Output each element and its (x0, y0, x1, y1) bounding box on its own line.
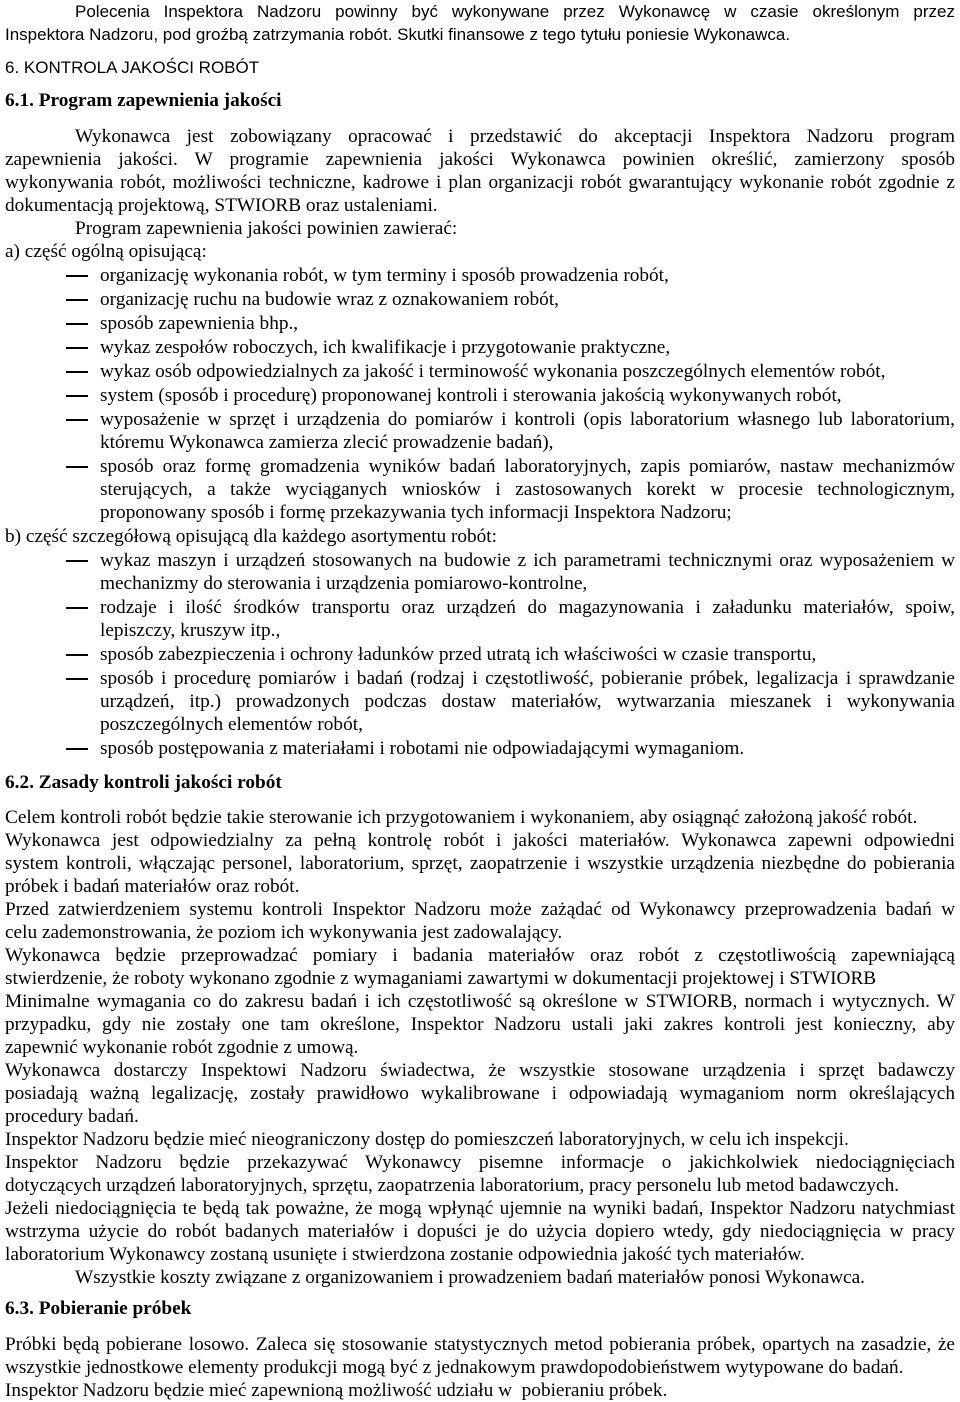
text-line: dotyczących urządzeń laboratoryjnych, sprzętu, zaopatrzenia laboratorium, pracy personelu lub metod badawczych. (5, 1175, 900, 1196)
text-line: Przed zatwierdzeniem systemu kontroli Inspektor Nadzoru może zażądać od Wykonawcy przeprowadzenia badań w (5, 899, 955, 920)
text-line: Wykonawca będzie przeprowadzać pomiary i badania materiałów oraz robót z częstotliwością zapewniającą (5, 945, 955, 966)
text-line: sposób zabezpieczenia i ochrony ładunków przed utratą ich właściwości w czasie transportu, (100, 644, 817, 665)
list-item (5, 360, 955, 383)
text-line: Wszystkie koszty związane z organizowaniem i prowadzeniem badań materiałów ponosi Wykonawca. (75, 1267, 865, 1288)
text-line: stwierdzenie, że roboty wykonano zgodnie z wymaganiami zawartymi w dokumentacji projektowej i STWIORB (5, 968, 877, 989)
text-line: próbek i badań materiałów oraz robót. (5, 876, 300, 897)
paragraph (5, 806, 955, 829)
text-line: zapewnienia jakości. W programie zapewnienia jakości Wykonawca powinien określić, zamierzony sposób (5, 149, 955, 170)
paragraph (5, 1197, 955, 1266)
paragraph (5, 1333, 955, 1379)
dash-bullet (66, 347, 88, 349)
intro-paragraph (5, 0, 955, 46)
text-line: urządzeń, itp.) prowadzonych podczas dostaw materiałów, wytwarzania mieszanek i wykonywania (100, 691, 955, 712)
dash-bullet (66, 748, 88, 750)
text-line: sposób oraz formę gromadzenia wyników badań laboratoryjnych, zapis pomiarów, nastaw mechanizmów (100, 456, 955, 477)
text-line: celu zademonstrowania, że poziom ich wykonywania jest zadowalający. (5, 922, 563, 943)
text-line: sposób i procedurę pomiarów i badań (rodzaj i częstotliwość, pobieranie próbek, legalizacja i sprawdzanie (100, 668, 955, 689)
text-line: wykaz osób odpowiedzialnych za jakość i terminowość wykonania poszczególnych elementów robót, (100, 361, 886, 382)
paragraph: Program zapewnienia jakości powinien zawierać: (75, 218, 458, 239)
text-line: mechanizmy do sterowania i urządzenia pomiarowo-kontrolne, (100, 573, 588, 594)
text-line: rodzaje i ilość środków transportu oraz urządzeń do magazynowania i załadunku materiałów, spoiw, (100, 597, 955, 618)
text-line: Jeżeli niedociągnięcia te będą tak poważne, że mogą wpłynąć ujemnie na wyniki badań, Inspektor Nadzoru natychmiast (5, 1198, 955, 1219)
text-line: wstrzyma użycie do robót badanych materiałów i dopuści je do użycia dopiero wtedy, gdy niedociągnięcia w pracy (5, 1221, 955, 1242)
text-line: Celem kontroli robót będzie takie sterowanie ich przygotowaniem i wykonaniem, aby osiągnąć założoną jakość robót. (5, 807, 918, 828)
list-item (5, 643, 955, 666)
text-line: Inspektor Nadzoru będzie mieć zapewnioną możliwość udziału w pobieraniu próbek. (5, 1380, 668, 1401)
paragraph (5, 1266, 955, 1289)
text-line: Wykonawca dostarczy Inspektowi Nadzoru świadectwa, że wszystkie stosowane urządzenia i sprzęt badawczy (5, 1060, 955, 1081)
text-line: lepiszczy, kruszyw itp., (100, 620, 281, 641)
text-line: wyposażenie w sprzęt i urządzenia do pomiarów i kontroli (opis laboratorium własnego lub laboratorium, (100, 409, 955, 430)
text-line: Wykonawca jest odpowiedzialny za pełną kontrolę robót i jakości materiałów. Wykonawca zapewni odpowiedni (5, 830, 955, 851)
list-item (5, 384, 955, 407)
dash-bullet (66, 419, 88, 421)
text-line: poszczególnych elementów robót, (100, 714, 363, 735)
text-line: system (sposób i procedurę) proponowanej kontroli i sterowania jakością wykonywanych robót, (100, 385, 842, 406)
text-line: sposób zapewnienia bhp., (100, 313, 299, 334)
text-line: organizację ruchu na budowie wraz z oznakowaniem robót, (100, 289, 559, 310)
chapter-heading: 6. KONTROLA JAKOŚCI ROBÓT (5, 58, 260, 77)
paragraph (5, 1379, 955, 1402)
list-item (5, 288, 955, 311)
text-line: organizację wykonania robót, w tym terminy i sposób prowadzenia robót, (100, 265, 669, 286)
list-part-b (5, 525, 955, 760)
list-item (5, 667, 955, 736)
paragraph (5, 125, 955, 217)
text-line: posiadają ważną legalizację, zostały prawidłowo wykalibrowane i odpowiadają wymaganiom norm określających (5, 1083, 955, 1104)
text-line: Inspektor Nadzoru będzie przekazywać Wykonawcy pisemne informacje o jakichkolwiek niedociągnięciach (5, 1152, 955, 1173)
text-line: Próbki będą pobierane losowo. Zaleca się stosowanie statystycznych metod pobierania próbek, opartych na zasadzie, że (5, 1334, 955, 1355)
text-line: Polecenia Inspektora Nadzoru powinny być wykonywane przez Wykonawcę w czasie określonym przez (75, 2, 955, 21)
paragraph (5, 1151, 955, 1197)
text-line: wykaz zespołów roboczych, ich kwalifikacje i przygotowanie praktyczne, (100, 337, 671, 358)
dash-bullet (66, 607, 88, 609)
paragraph (5, 829, 955, 898)
dash-bullet (66, 275, 88, 277)
list-item (5, 408, 955, 454)
section-6-2 (5, 771, 955, 1289)
paragraph (5, 1059, 955, 1128)
section-6-1 (5, 89, 955, 760)
text-line: przypadku, gdy nie zostały one tam określone, Inspektor Nadzoru ustali jaki zakres kontroli jest konieczny, aby (5, 1014, 955, 1035)
paragraph (5, 898, 955, 944)
paragraph (5, 944, 955, 990)
list-label: b) część szczegółową opisującą dla każdego asortymentu robót: (5, 526, 498, 547)
section-heading: 6.3. Pobieranie próbek (5, 1298, 192, 1319)
text-line: procedury badań. (5, 1106, 139, 1127)
paragraph (5, 990, 955, 1059)
text-line: dokumentacją projektową, STWIORB oraz ustaleniami. (5, 195, 438, 216)
section-heading: 6.1. Program zapewnienia jakości (5, 90, 282, 111)
text-line: Minimalne wymagania co do zakresu badań i ich częstotliwość są określone w STWIORB, normach i wytycznych. W (5, 991, 955, 1012)
list-item (5, 549, 955, 595)
text-line: Wykonawca jest zobowiązany opracować i przedstawić do akceptacji Inspektora Nadzoru program (75, 126, 955, 147)
dash-bullet (66, 560, 88, 562)
text-line: któremu Wykonawca zamierza zlecić prowadzenie badań), (100, 432, 554, 453)
section-heading: 6.2. Zasady kontroli jakości robót (5, 772, 282, 793)
text-line: proponowany sposób i formę przekazywania tych informacji Inspektora Nadzoru; (100, 502, 732, 523)
dash-bullet (66, 654, 88, 656)
list-item (5, 312, 955, 335)
list-item (5, 336, 955, 359)
list-part-a (5, 240, 955, 524)
dash-bullet (66, 395, 88, 397)
section-6-3 (5, 1297, 955, 1402)
text-line: Inspektor Nadzoru będzie mieć nieograniczony dostęp do pomieszczeń laboratoryjnych, w celu ich inspekcji. (5, 1129, 849, 1150)
text-line: wykonywania robót, możliwości techniczne, kadrowe i plan organizacji robót gwarantujący wykonanie robót zgodnie z (5, 172, 955, 193)
dash-bullet (66, 299, 88, 301)
text-line: zapewnić wykonanie robót zgodnie z umową. (5, 1037, 359, 1058)
paragraph (5, 1128, 955, 1151)
text-line: laboratorium Wykonawcy zostaną usunięte i stwierdzona zostanie odpowiednia jakość tych materiałów. (5, 1244, 805, 1265)
list-item (5, 737, 955, 760)
text-line: wszystkie jednostkowe elementy produkcji mogą być z jednakowym prawdopodobieństwem wytypowane do badań. (5, 1357, 904, 1378)
text-line: wykaz maszyn i urządzeń stosowanych na budowie z ich parametrami technicznymi oraz wyposażeniem w (100, 550, 955, 571)
text-line: sposób postępowania z materiałami i robotami nie odpowiadającymi wymaganiom. (100, 738, 745, 759)
list-item (5, 596, 955, 642)
text-line: system kontroli, włączając personel, laboratorium, sprzęt, zaopatrzenie i wszystkie urządzenia niezbędne do pobierania (5, 853, 955, 874)
list-item (5, 455, 955, 524)
dash-bullet (66, 371, 88, 373)
list-item (5, 264, 955, 287)
list-label: a) część ogólną opisującą: (5, 241, 207, 262)
text-line: sterujących, a także wyciąganych wniosków i zastosowanych korekt w procesie technologicznym, (100, 479, 955, 500)
dash-bullet (66, 323, 88, 325)
text-line: Inspektora Nadzoru, pod groźbą zatrzymania robót. Skutki finansowe z tego tytułu poniesie Wykonawca. (5, 25, 791, 44)
dash-bullet (66, 678, 88, 680)
document-page (5, 0, 955, 1402)
dash-bullet (66, 466, 88, 468)
